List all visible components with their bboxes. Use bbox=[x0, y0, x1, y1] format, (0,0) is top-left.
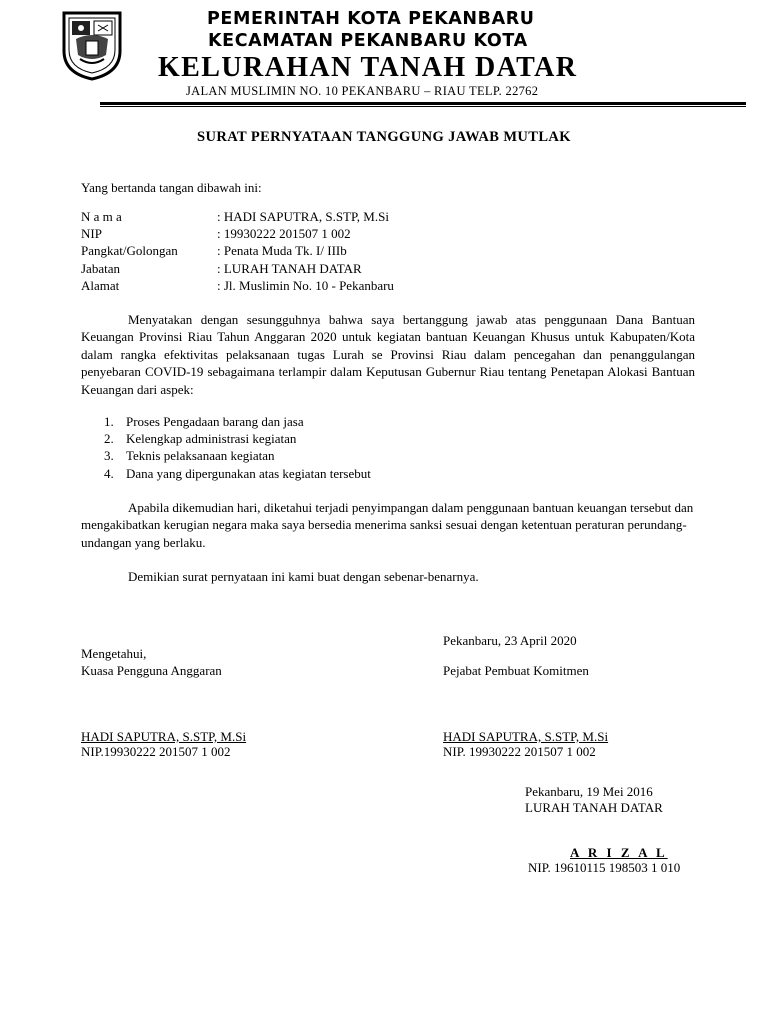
identity-value: : Penata Muda Tk. I/ IIIb bbox=[217, 243, 347, 258]
list-item bbox=[104, 414, 304, 430]
letterhead-address: JALAN MUSLIMIN NO. 10 PEKANBARU – RIAU TELP. 22762 bbox=[186, 84, 539, 98]
signature-place-date: Pekanbaru, 23 April 2020 bbox=[443, 633, 577, 648]
left-signatory-name: HADI SAPUTRA, S.STP, M.Si bbox=[81, 729, 247, 744]
identity-label: Jabatan bbox=[81, 261, 120, 276]
letterhead-rule-thin bbox=[100, 106, 746, 107]
closing-paragraph: Demikian surat pernyataan ini kami buat dengan sebenar-benarnya. bbox=[128, 569, 479, 584]
identity-value: : HADI SAPUTRA, S.STP, M.Si bbox=[217, 209, 389, 224]
left-signature-role: Kuasa Pengguna Anggaran bbox=[81, 663, 222, 678]
identity-label: NIP bbox=[81, 226, 102, 241]
list-text: Proses Pengadaan barang dan jasa bbox=[126, 414, 304, 429]
list-number: 1. bbox=[104, 414, 114, 429]
lurah-place-date: Pekanbaru, 19 Mei 2016 bbox=[525, 784, 653, 799]
letterhead-district: KECAMATAN PEKANBARU KOTA bbox=[208, 31, 528, 51]
right-signature-role: Pejabat Pembuat Komitmen bbox=[443, 663, 589, 678]
document-title: SURAT PERNYATAAN TANGGUNG JAWAB MUTLAK bbox=[197, 129, 571, 145]
identity-value: : Jl. Muslimin No. 10 - Pekanbaru bbox=[217, 278, 394, 293]
letterhead-government: PEMERINTAH KOTA PEKANBARU bbox=[207, 9, 535, 29]
list-number: 3. bbox=[104, 448, 114, 463]
statement-paragraph: Menyatakan dengan sesungguhnya bahwa saya bertanggung jawab atas penggunaan Dana Bantuan Keuangan Provinsi Riau Tahun Anggaran 2020 untuk kegiatan bantuan Keuangan Khusus untuk Kabupaten/Kota dalam rangka efektivitas pelaksanaan tugas Lurah se Provinsi Riau dalam pencegahan dan penanggulangan penyebaran COVID-19 sebagaimana terlampir dalam Keputusan Gubernur Riau tentang Penetapan Alokasi Bantuan Keuangan dari aspek: bbox=[81, 312, 695, 397]
list-number: 2. bbox=[104, 431, 114, 446]
lurah-position: LURAH TANAH DATAR bbox=[525, 800, 663, 815]
lurah-name: A R I Z A L bbox=[570, 845, 668, 860]
list-text: Dana yang dipergunakan atas kegiatan tersebut bbox=[126, 466, 371, 481]
left-signature-header: Mengetahui, bbox=[81, 646, 147, 661]
letterhead-village: KELURAHAN TANAH DATAR bbox=[158, 52, 578, 83]
intro-text: Yang bertanda tangan dibawah ini: bbox=[81, 180, 262, 195]
identity-value: : 19930222 201507 1 002 bbox=[217, 226, 351, 241]
identity-label: Pangkat/Golongan bbox=[81, 243, 178, 258]
list-text: Kelengkap administrasi kegiatan bbox=[126, 431, 297, 446]
list-text: Teknis pelaksanaan kegiatan bbox=[126, 448, 275, 463]
right-signatory-nip: NIP. 19930222 201507 1 002 bbox=[443, 744, 596, 759]
right-signatory-name: HADI SAPUTRA, S.STP, M.Si bbox=[443, 729, 609, 744]
list-item bbox=[104, 466, 371, 482]
identity-label: N a m a bbox=[81, 209, 122, 224]
list-item bbox=[104, 448, 275, 464]
city-emblem-icon bbox=[62, 11, 122, 81]
letterhead-rule-thick bbox=[100, 102, 746, 105]
left-signatory-nip: NIP.19930222 201507 1 002 bbox=[81, 744, 231, 759]
identity-label: Alamat bbox=[81, 278, 120, 293]
sanction-paragraph: Apabila dikemudian hari, diketahui terjadi penyimpangan dalam penggunaan bantuan keuangan tersebut dan mengakibatkan kerugian negara maka saya bersedia menerima sanksi sesuai dengan ketentuan peraturan perundang-undangan yang berlaku. bbox=[81, 500, 694, 550]
list-number: 4. bbox=[104, 466, 114, 481]
lurah-nip: NIP. 19610115 198503 1 010 bbox=[528, 860, 681, 875]
identity-value: : LURAH TANAH DATAR bbox=[217, 261, 362, 276]
list-item bbox=[104, 431, 296, 447]
